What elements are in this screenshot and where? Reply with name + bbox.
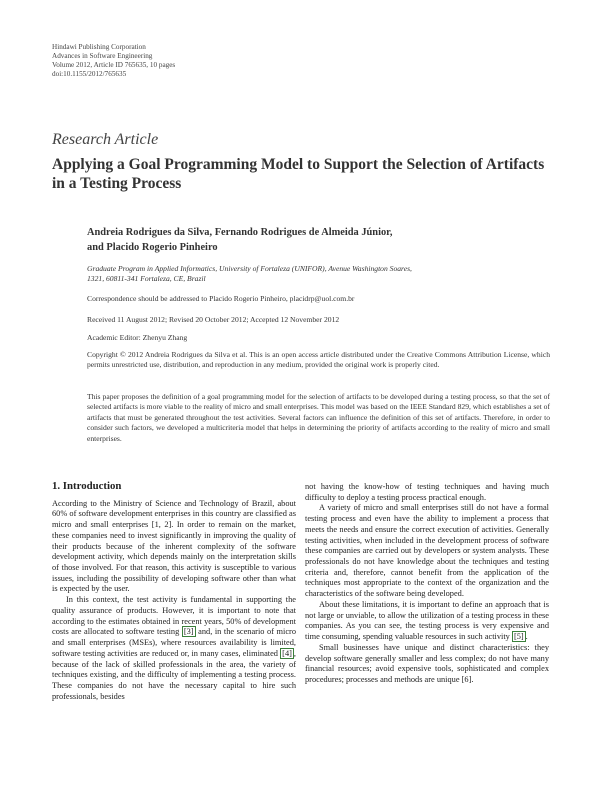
affiliation-line-1: Graduate Program in Applied Informatics, University of Fortaleza (UNIFOR), Avenue Washington Soares, bbox=[87, 264, 412, 273]
left-column bbox=[52, 479, 296, 702]
intro-paragraph-3: A variety of micro and small enterprises still do not have a formal testing process and even have the ability to implement a process that meets the needs and ensure the correct execution of activities. Generally testing activities, when included in the development process of software these companies are carried out by developers or system analysts. These professionals do not have knowledge about the techniques and testing criteria and, therefore, cannot benefit from the application of the techniques most appropriate to the context of the organization and the characteristics of the software being developed. bbox=[305, 503, 549, 599]
right-column bbox=[305, 482, 549, 686]
journal-name: Advances in Software Engineering bbox=[52, 52, 153, 60]
citation-link[interactable]: [4] bbox=[282, 648, 292, 658]
affiliation bbox=[87, 264, 550, 285]
affiliation-line-2: 1321, 60811-341 Fortaleza, CE, Brazil bbox=[87, 274, 206, 284]
text-span: In this context, the test activity is fundamental in supporting the quality assurance of products. However, it is important to note that according to the estimates obtained in recent years, 50% of development costs are allocated to software testing bbox=[52, 595, 296, 637]
volume-info: Volume 2012, Article ID 765635, 10 pages bbox=[52, 61, 176, 69]
intro-paragraph-5: Small businesses have unique and distinct characteristics: they develop software generally smaller and less complex; do not have many financial resources; avoid expensive tools, sophisticated and complex procedures; processes and methods are unique [6]. bbox=[305, 642, 549, 684]
intro-paragraph-4 bbox=[305, 600, 549, 643]
doi: doi:10.1155/2012/765635 bbox=[52, 70, 127, 78]
copyright-notice: Copyright © 2012 Andreia Rodrigues da Silva et al. This is an open access article distributed under the Creative Commons Attribution License, which permits unrestricted use, distribution, and reproduction in any medium, provided the original work is properly cited. bbox=[87, 350, 550, 370]
authors-line-2: and Placido Rogerio Pinheiro bbox=[87, 241, 218, 253]
correspondence: Correspondence should be addressed to Placido Rogerio Pinheiro, placidrp@uol.com.br bbox=[87, 294, 355, 303]
citation-link[interactable]: [3] bbox=[183, 627, 194, 637]
intro-paragraph-2-continued: not having the know-how of testing techniques and having much difficulty to deploy a testing process practical enough. bbox=[305, 482, 549, 502]
publisher-name: Hindawi Publishing Corporation bbox=[52, 43, 146, 51]
text-span: , because of the lack of skilled professionals in the area, the variety of techniques existing, and the difficulty of implementing a testing process. These companies do not have the necessary capital to hire such professionals, besides bbox=[52, 648, 296, 701]
academic-editor: Academic Editor: Zhenyu Zhang bbox=[87, 333, 188, 342]
intro-paragraph-1: According to the Ministry of Science and Technology of Brazil, about 60% of software development enterprises in this country are classified as micro and small enterprises [1, 2]. In order to remain on the market, these companies need to invest significantly in improving the quality of their products because of the inherent complexity of the software development activity, which depends mainly on the interpretation skills of those involved. For that reason, this activity is susceptible to various issues, including the possibility of developing software other than what is expected by the user. bbox=[52, 498, 296, 594]
abstract: This paper proposes the definition of a goal programming model for the selection of artifacts to be developed during a testing process, so that the set of selected artifacts is more viable to the reality of micro and small enterprises. This model was based on the IEEE Standard 829, which establishes a set of artifacts that must be generated throughout the test activities. Several factors can influence the definition of this set of artifacts. Therefore, in order to consider such factors, we developed a multicriteria model that helps in determining the priority of artifacts according to the reality of micro and small enterprises. bbox=[87, 392, 550, 443]
citation-link[interactable]: [5] bbox=[513, 632, 524, 642]
text-span: About these limitations, it is important to define an approach that is not large or unviable, to allow the utilization of a testing process in these companies. As you can see, the testing process is very expensive and time consuming, spending valuable resources in such activity bbox=[305, 599, 549, 642]
publication-dates: Received 11 August 2012; Revised 20 October 2012; Accepted 12 November 2012 bbox=[87, 315, 340, 324]
intro-paragraph-2 bbox=[52, 595, 296, 702]
journal-header bbox=[52, 43, 175, 79]
text-span: . bbox=[525, 632, 528, 642]
authors-line-1: Andreia Rodrigues da Silva, Fernando Rodrigues de Almeida Júnior, bbox=[87, 227, 393, 238]
paper-title: Applying a Goal Programming Model to Support the Selection of Artifacts in a Testing Process bbox=[52, 156, 545, 192]
author-list bbox=[87, 226, 517, 255]
section-heading: 1. Introduction bbox=[52, 480, 122, 492]
article-type: Research Article bbox=[52, 131, 159, 148]
text-span: and, in the scenario of micro and small enterprises (MSEs), where resources availability is limited, software testing activities are reduced or, in many cases, eliminated bbox=[52, 627, 296, 658]
